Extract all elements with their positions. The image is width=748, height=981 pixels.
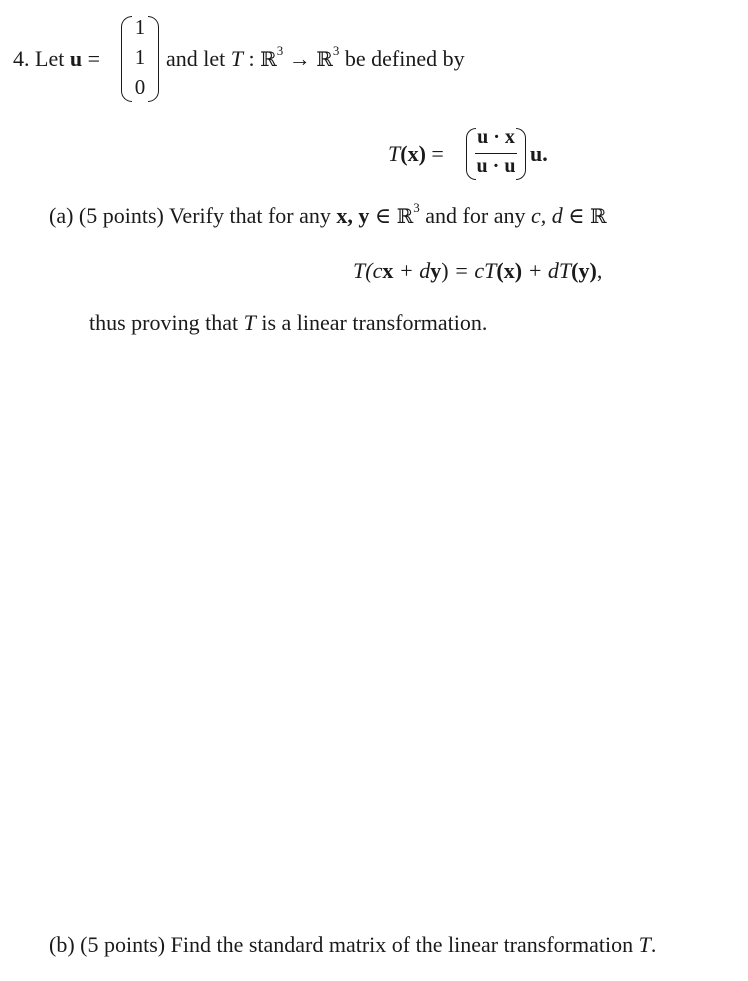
eq-arg-open: (c — [365, 258, 383, 283]
eq-T3: T — [558, 258, 572, 283]
part-a-in: ∈ — [374, 203, 392, 228]
conclusion-T: T — [243, 310, 256, 335]
let-text: Let — [35, 46, 65, 71]
problem-statement-end — [166, 42, 465, 72]
definition-lhs — [388, 141, 444, 167]
eq-x2: (x) — [496, 258, 523, 283]
eq-plus-d: + d — [393, 258, 431, 283]
column-vector-u — [119, 16, 161, 102]
domain-exponent: 3 — [276, 42, 284, 58]
eq-x: x — [382, 258, 394, 283]
definition-tail: u. — [530, 141, 548, 166]
equals-sign: = — [87, 46, 100, 71]
linearity-equation — [353, 258, 602, 284]
and-let-text: and let — [166, 46, 226, 71]
eq-plus-d2: + d — [522, 258, 559, 283]
part-b-text: Find the standard matrix of the linear transformation — [170, 932, 634, 957]
part-b-label: (b) — [49, 932, 75, 957]
problem-number: 4. — [13, 46, 30, 71]
fraction-right-paren-icon — [516, 128, 526, 180]
part-b-points: (5 points) — [80, 932, 166, 957]
part-a-prompt — [49, 199, 607, 229]
projection-fraction — [466, 124, 526, 184]
vector-u-symbol: u — [69, 46, 83, 71]
part-a-R2: ℝ — [590, 204, 607, 228]
eq-equals-c: = c — [448, 258, 485, 283]
part-a-conclusion — [89, 310, 487, 336]
part-a-xy: x, y — [336, 203, 370, 228]
part-a-R: ℝ — [396, 204, 414, 228]
codomain-R: ℝ — [316, 47, 333, 71]
conclusion-post: is a linear transformation. — [261, 310, 488, 335]
transformation-T: T — [230, 46, 244, 71]
colon: : — [248, 46, 255, 71]
vector-entry-1: 1 — [134, 15, 146, 39]
vector-entry-3: 0 — [134, 75, 146, 99]
eq-comma: , — [596, 258, 603, 283]
part-a-label: (a) — [49, 203, 74, 228]
part-b-T: T — [638, 932, 651, 957]
part-b-prompt — [49, 932, 656, 958]
part-a-cd: c, d — [530, 203, 563, 228]
conclusion-pre: thus proving that — [89, 310, 239, 335]
eq-arg-close: ) — [441, 258, 449, 283]
part-b-period: . — [650, 932, 657, 957]
right-paren-icon — [148, 16, 159, 102]
definition-equals: = — [431, 141, 444, 166]
part-a-text1: Verify that for any — [168, 203, 331, 228]
eq-T2: T — [484, 258, 497, 283]
part-a-text2: and for any — [425, 203, 526, 228]
domain-R: ℝ — [260, 47, 277, 71]
fraction-bar — [475, 153, 517, 154]
definition-arg: (x) — [400, 141, 426, 166]
eq-y: y — [430, 258, 442, 283]
eq-T1: T — [353, 258, 366, 283]
arrow-icon: → — [288, 46, 311, 71]
part-a-points: (5 points) — [78, 203, 164, 228]
be-defined-by-text: be defined by — [344, 46, 465, 71]
codomain-exponent: 3 — [332, 42, 340, 58]
part-a-exp: 3 — [413, 199, 420, 215]
definition-T: T — [388, 141, 401, 166]
fraction-numerator: u · x — [477, 126, 515, 148]
problem-statement-start — [13, 46, 100, 72]
vector-entry-2: 1 — [134, 45, 146, 69]
fraction-denominator: u · u — [476, 155, 516, 177]
part-a-in2: ∈ — [568, 203, 585, 228]
eq-y2: (y) — [571, 258, 597, 283]
